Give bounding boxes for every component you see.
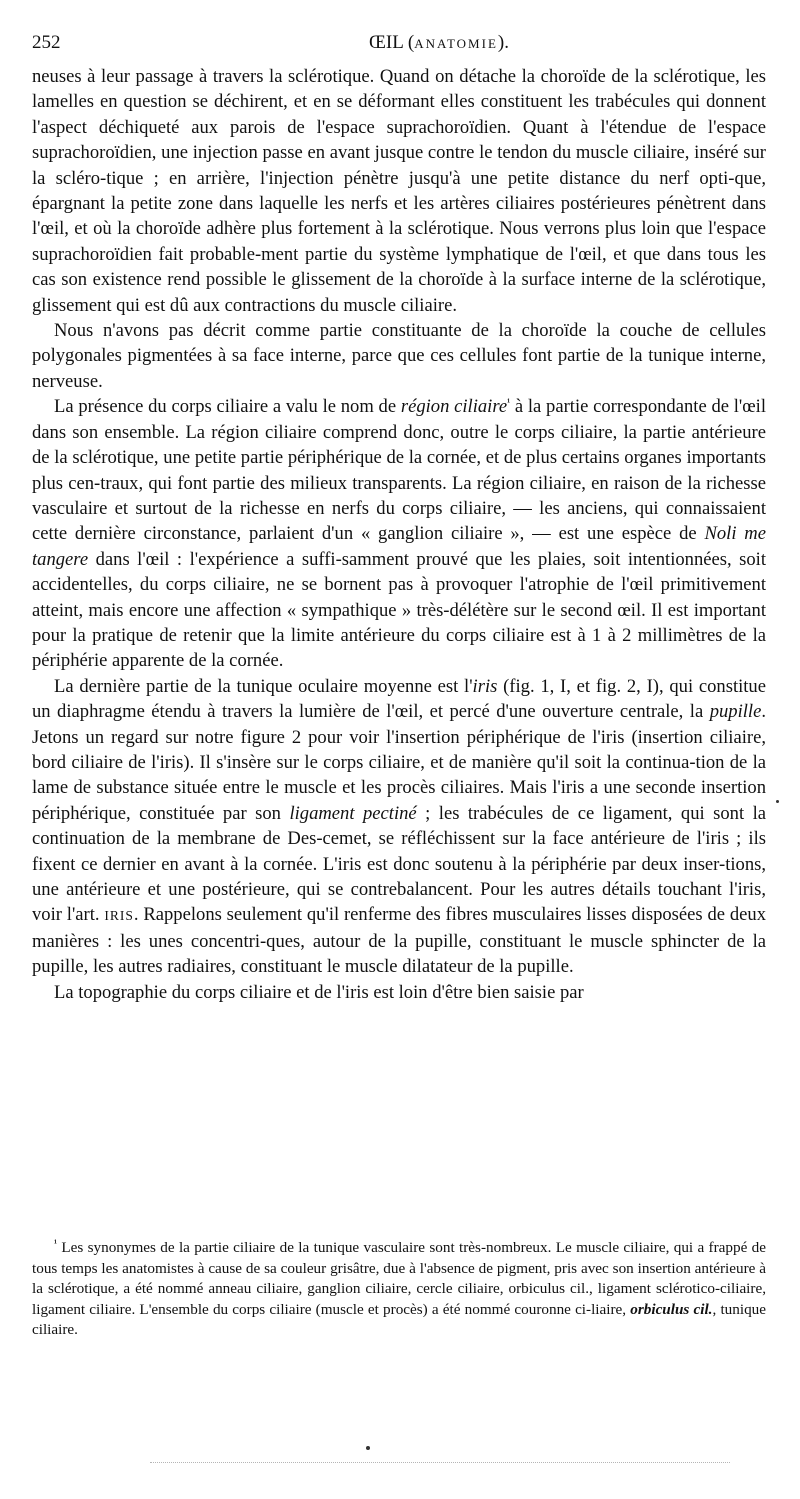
- paragraph: [32, 64, 766, 318]
- running-head-close: ).: [497, 32, 509, 53]
- text-run: . Jetons un regard sur notre figure 2 pour voir l'insertion périphérique de l'iris (insertion ciliaire, bord ciliaire de l'iris). Il s'insère sur le corps ciliaire, et de manière qu'il soit la continua-tion de la lame de substance située entre le muscle et les procès ciliaires. Mais l'iris a une seconde insertion périphérique, constituée par son: [32, 701, 766, 824]
- paragraph: [32, 674, 766, 980]
- footnote: [32, 1238, 766, 1341]
- italic-term: orbiculus cil.: [630, 1300, 713, 1318]
- paragraph: [32, 980, 766, 1005]
- running-head-small: ANATOMIE: [414, 36, 498, 51]
- text-run: neuses à leur passage à travers la sclérotique. Quand on détache la choroïde de la sclérotique, les lamelles en question se déchirent, et en se déformant elles constituent les trabécules qui donnent l'aspect déchiqueté aux parois de l'espace suprachoroïdien. Quant à l'étendue de l'espace suprachoroïdien, une injection passe en avant jusque contre le tendon du muscle ciliaire, inséré sur la scléro-tique ; en arrière, l'injection pénètre jusqu'à une petite distance du nerf opti-que, épargnant la petite zone dans laquelle les nerfs et les artères ciliaires postérieures pénètrent dans l'œil, et où la choroïde adhère plus fortement à la sclérotique. Nous verrons plus loin que l'espace suprachoroïdien fait probable-ment partie du système lymphatique de l'œil, et que dans tous les cas son existence rend possible le glissement de la choroïde à la surface interne de la sclérotique, glissement qui est dû aux contractions du muscle ciliaire.: [32, 66, 766, 316]
- page-header: [32, 30, 766, 56]
- small-caps-ref: IRIS: [104, 908, 134, 924]
- text-run: dans l'œil : l'expérience a suffi-samment prouvé que les plaies, soit intentionnées, soit accidentelles, du corps ciliaire, ne se bornent pas à provoquer l'atrophie de l'œil primitivement atteint, mais encore une affection « sympathique » très-délétère sur le second œil. Il est important pour la pratique de retenir que la limite antérieure du corps ciliaire est à 1 à 2 millimètres de la périphérie apparente de la cornée.: [32, 548, 766, 672]
- text-run: Nous n'avons pas décrit comme partie constituante de la choroïde la couche de cellules polygonales pigmentées à sa face interne, parce que ces cellules font partie de la tunique interne, nerveuse.: [32, 320, 766, 392]
- footnote-ref: ¹: [507, 397, 511, 409]
- running-head: [32, 30, 766, 57]
- text-run: , tunique ciliaire.: [32, 1300, 766, 1339]
- text-run: (fig. 1, I, et fig. 2, I), qui constitue un diaphragme étendu à travers la lumière de l'œil, et percé d'une ouverture centrale, la: [32, 675, 766, 723]
- text-run: La dernière partie de la tunique oculaire moyenne est l': [54, 675, 473, 697]
- text-run: à la partie correspondante de l'œil dans son ensemble. La région ciliaire comprend donc, outre le corps ciliaire, la partie antérieure de la sclérotique, une petite partie périphérique de la cornée, et de plus certains organes importants plus cen-traux, qui font partie des milieux transparents. La région ciliaire, en raison de la richesse vasculaire et surtout de la richesse en nerfs du corps ciliaire, — les anciens, qui connaissaient cette dernière circonstance, parlaient d'un « ganglion ciliaire », — est une espèce de: [32, 396, 767, 545]
- paragraph: [32, 318, 766, 394]
- text-run: ; les trabécules de ce ligament, qui sont la continuation de la membrane de Des-cemet, se réfléchissent sur la face antérieure de l'iris ; ils fixent ce dernier en avant à la cornée. L'iris est donc soutenu à la périphérie par deux inser-tions, une antérieure et une postérieure, qui se contrebalancent. Pour les autres détails touchant l'iris, voir l'art.: [32, 802, 767, 926]
- italic-term: ligament pectiné: [289, 802, 417, 824]
- italic-term: pupille: [709, 701, 762, 723]
- scan-artifact-line: [150, 1462, 730, 1465]
- italic-term: région ciliaire: [400, 396, 508, 418]
- ink-speck: [366, 1446, 370, 1450]
- ink-speck: [776, 800, 779, 803]
- italic-term: iris: [472, 675, 498, 697]
- text-run: Les synonymes de la partie ciliaire de la tunique vasculaire sont très-nombreux. Le muscle ciliaire, qui a frappé de tous temps les anatomistes à cause de sa couleur grisâtre, due à l'absence de pigment, pris avec son insertion antérieure à la sclérotique, a été nommé anneau ciliaire, ganglion ciliaire, cercle ciliaire, orbiculus cil., ligament sclérotico-ciliaire, ligament ciliaire. L'ensemble du corps ciliaire (muscle et procès) a été nommé couronne ci-liaire,: [32, 1239, 766, 1318]
- page-number: 252: [32, 32, 61, 53]
- text-run: . Rappelons seulement qu'il renferme des fibres musculaires lisses disposées de deux manières : les unes concentri-ques, autour de la pupille, constituant le muscle sphincter de la pupille, les autres radiaires, constituant le muscle dilatateur de la pupille.: [32, 904, 766, 978]
- body-text: [32, 64, 766, 1005]
- text-run: La présence du corps ciliaire a valu le nom de: [54, 396, 401, 418]
- footnote-mark: ¹: [54, 1237, 57, 1249]
- text-run: La topographie du corps ciliaire et de l'iris est loin d'être bien saisie par: [54, 981, 584, 1003]
- italic-term: Noli me tangere: [32, 523, 766, 570]
- running-head-main: ŒIL (: [369, 32, 415, 53]
- paragraph: [32, 394, 766, 673]
